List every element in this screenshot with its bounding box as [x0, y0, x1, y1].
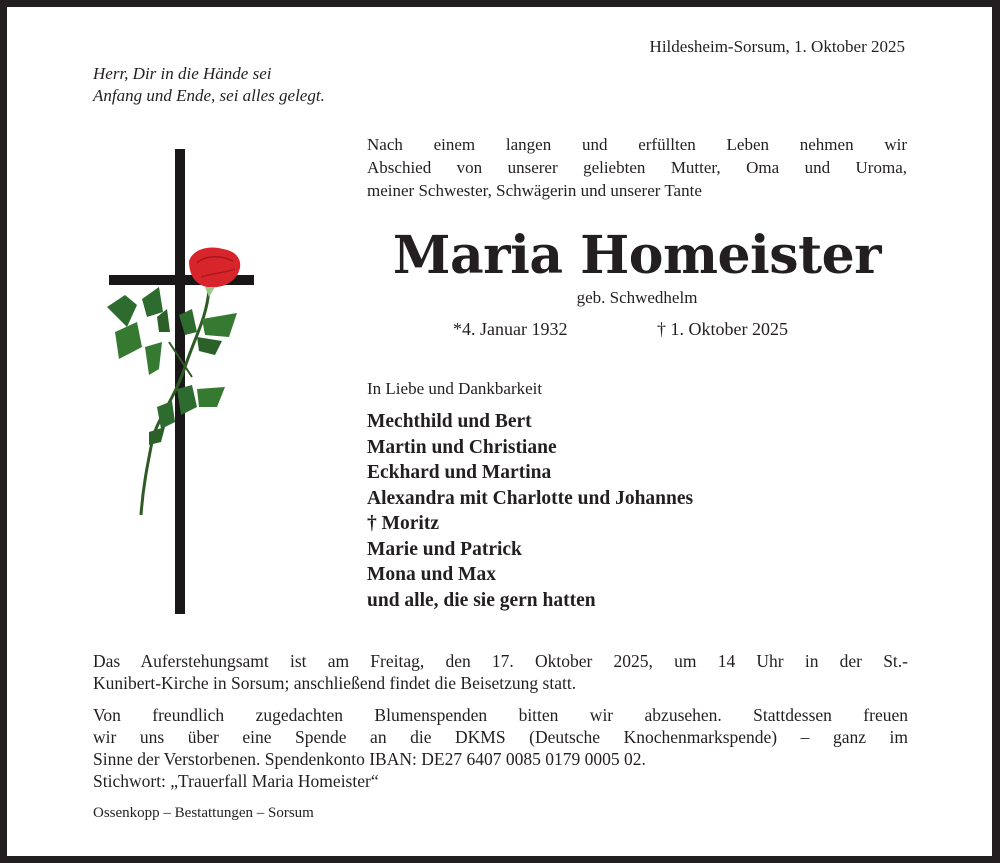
mourner: † Moritz: [367, 513, 440, 534]
death-date: † 1. Oktober 2025: [657, 319, 788, 339]
cross-with-red-rose-icon: [97, 137, 277, 617]
mourner: Eckhard und Martina: [367, 462, 552, 483]
obituary-page: [7, 7, 992, 856]
ceremony-line: Kunibert-Kirche in Sorsum; anschließend findet die Beisetzung statt.: [93, 673, 577, 693]
deceased-name: Maria Homeister: [392, 225, 882, 286]
intro-line: Nach einem langen und erfüllten Leben nehmen wir: [367, 135, 907, 154]
donation-info: [93, 704, 908, 792]
mourner: Alexandra mit Charlotte und Johannes: [367, 487, 694, 509]
mourners-list: [367, 409, 693, 613]
mourner: und alle, die sie gern hatten: [367, 589, 596, 611]
birth-name: geb. Schwedhelm: [576, 288, 698, 307]
closing-phrase: In Liebe und Dankbarkeit: [367, 379, 543, 398]
ceremony-line: Das Auferstehungsamt ist am Freitag, den 17. Oktober 2025, um 14 Uhr in der St.-: [93, 651, 908, 671]
mourner: Mona und Max: [367, 564, 496, 585]
donation-line: Sinne der Verstorbenen. Spendenkonto IBAN: DE27 6407 0085 0179 0005 02.: [93, 749, 646, 769]
ceremony-info: [93, 650, 908, 694]
verse-line: Herr, Dir in die Hände sei: [93, 64, 272, 83]
place-and-date: Hildesheim-Sorsum, 1. Oktober 2025: [649, 37, 905, 56]
intro-line: Abschied von unserer geliebten Mutter, Oma und Uroma,: [367, 158, 907, 177]
verse-line: Anfang und Ende, sei alles gelegt.: [93, 86, 325, 105]
mourner: Martin und Christiane: [367, 436, 557, 458]
undertaker: Ossenkopp – Bestattungen – Sorsum: [93, 805, 314, 821]
bible-verse: [93, 63, 325, 107]
donation-line: Stichwort: „Trauerfall Maria Homeister“: [93, 771, 379, 791]
intro-line: meiner Schwester, Schwägerin und unserer Tante: [367, 181, 702, 200]
mourner: Marie und Patrick: [367, 538, 522, 560]
mourner: Mechthild und Bert: [367, 411, 532, 432]
birth-date: *4. Januar 1932: [453, 319, 568, 339]
donation-line: wir uns über eine Spende an die DKMS (Deutsche Knochenmarkspende) – ganz im: [93, 727, 908, 747]
intro-text: [367, 133, 907, 202]
donation-line: Von freundlich zugedachten Blumenspenden bitten wir abzusehen. Stattdessen freuen: [93, 705, 908, 725]
